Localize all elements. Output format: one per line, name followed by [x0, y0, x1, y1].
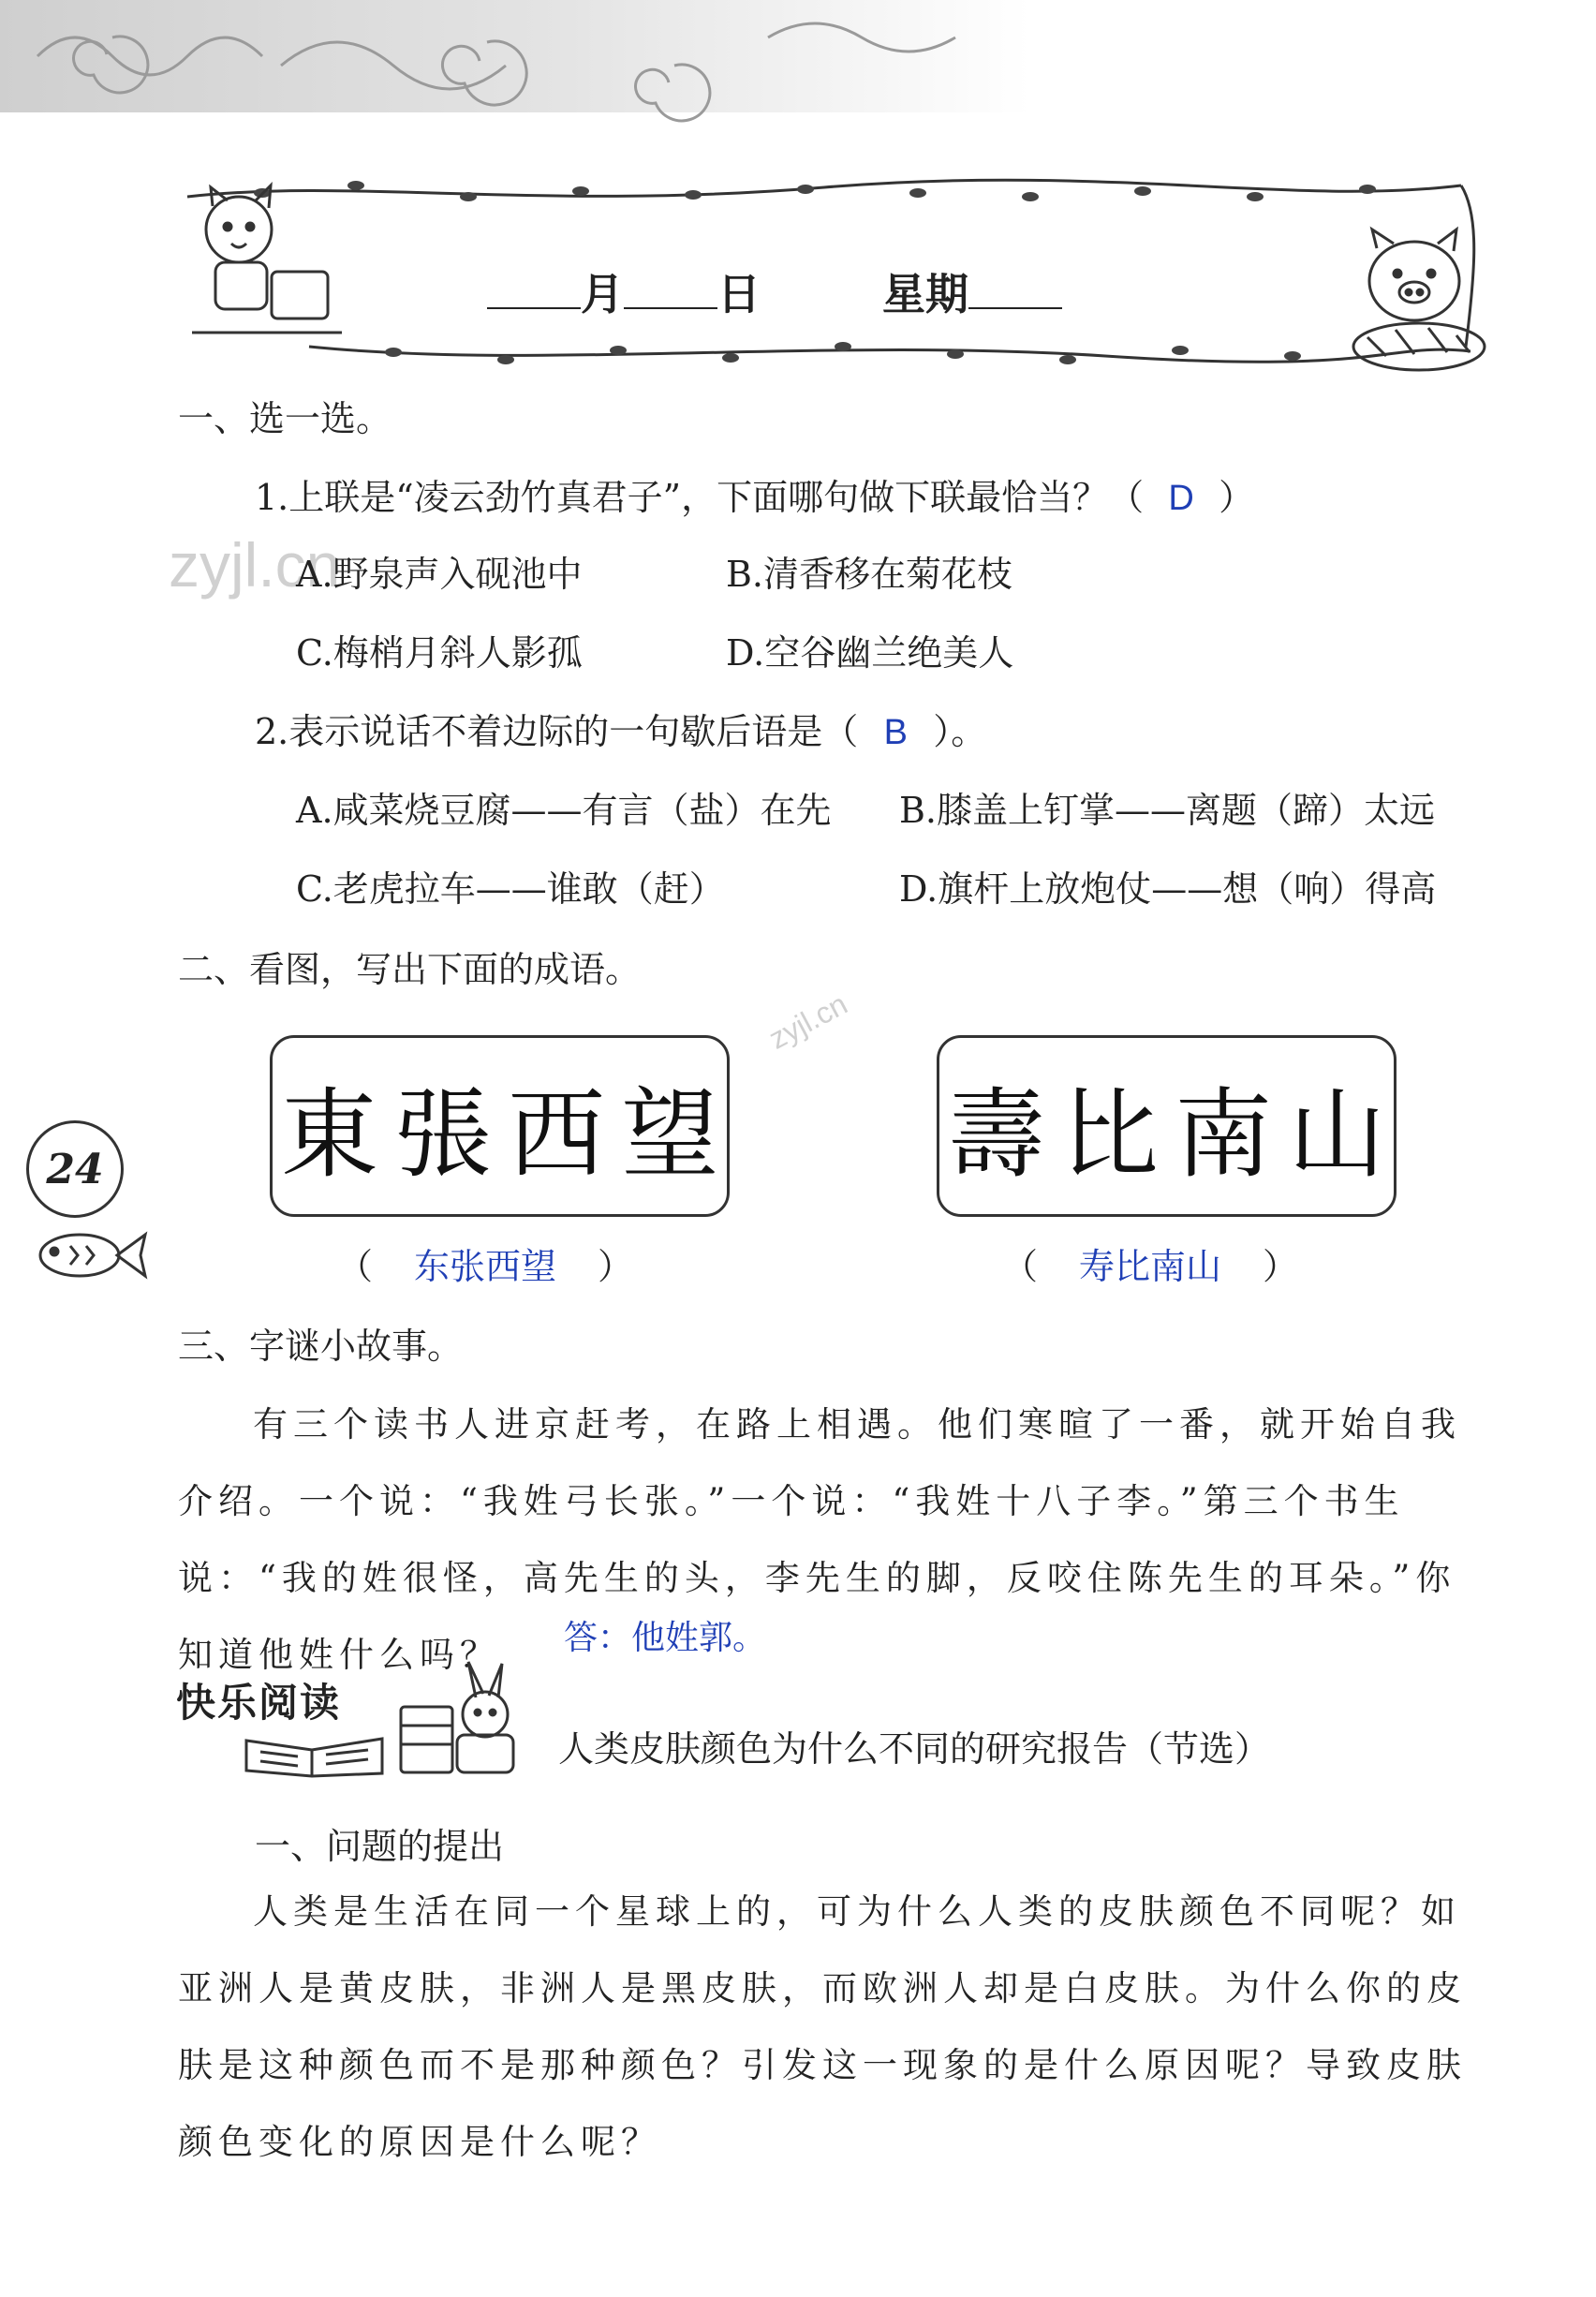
month-blank[interactable]	[487, 302, 581, 309]
page-number-badge	[26, 1120, 124, 1218]
paren-close: ）	[598, 1246, 634, 1287]
question-1-stem: 1.上联是“凌云劲竹真君子”，下面哪句做下联最恰当？（	[255, 477, 1145, 518]
date-header	[487, 260, 1062, 322]
reading-subheading: 一、问题的提出	[255, 1826, 505, 1867]
fish-icon	[28, 1218, 150, 1293]
paren-open: （	[337, 1246, 374, 1287]
seal-script-box-2	[937, 1035, 1396, 1217]
question-2-stem: 2.表示说话不着边际的一句歇后语是（	[255, 711, 859, 752]
cat-illustration	[173, 178, 351, 356]
seal-char: 比	[1060, 1077, 1159, 1192]
option-2a[interactable]: A.咸菜烧豆腐——有言（盐）在先	[296, 790, 832, 831]
section2-title: 二、看图，写出下面的成语。	[178, 949, 642, 990]
question-2-stem-end: ）。	[933, 711, 987, 752]
option-1c[interactable]: C.梅梢月斜人影孤	[296, 632, 583, 674]
seal-char: 壽	[947, 1077, 1045, 1192]
seal-char: 張	[393, 1077, 492, 1192]
option-1a[interactable]: A.野泉声入砚池中	[296, 554, 583, 595]
reading-paragraph: 人类是生活在同一个星球上的，可为什么人类的皮肤颜色不同呢？如亚洲人是黄皮肤，非洲人是黑皮肤，而欧洲人却是白皮肤。为什么你的皮肤是这种颜色而不是那种颜色？引发这一现象的是什么原因呢？导致皮肤颜色变化的原因是什么呢？	[178, 1891, 1467, 2162]
seal-script-box-1	[270, 1035, 730, 1217]
rabbit-illustration	[392, 1660, 560, 1782]
idiom-answer-1	[337, 1246, 634, 1287]
top-swirl-decoration	[0, 0, 1596, 141]
riddle-answer[interactable]: 答：他姓郭。	[564, 1618, 767, 1656]
weekday-label: 星期	[882, 269, 968, 319]
paren-open: （	[1002, 1246, 1039, 1287]
option-1d[interactable]: D.空谷幽兰绝美人	[726, 632, 1014, 674]
question-1-answer[interactable]: D	[1168, 479, 1194, 518]
option-2d[interactable]: D.旗杆上放炮仗——想（响）得高	[899, 868, 1437, 910]
question-2-answer[interactable]: B	[883, 713, 908, 752]
book-icon	[242, 1722, 392, 1778]
page-number: 24	[46, 1145, 104, 1193]
section1-title: 一、选一选。	[178, 398, 392, 439]
seal-char: 南	[1175, 1077, 1273, 1192]
idiom-answer-2-text[interactable]: 寿比南山	[1079, 1248, 1222, 1287]
idiom-answer-1-text[interactable]: 东张西望	[414, 1248, 557, 1287]
weekday-blank[interactable]	[968, 302, 1062, 309]
watermark: zyjl.cn	[763, 986, 853, 1056]
question-1-stem-end: ）	[1219, 477, 1255, 518]
seal-char: 西	[508, 1077, 606, 1192]
option-2c[interactable]: C.老虎拉车——谁敢（赶）	[296, 868, 725, 910]
day-label: 日	[717, 269, 761, 319]
watermark: zyjl.cn	[169, 530, 341, 600]
option-2b[interactable]: B.膝盖上钉掌——离题（蹄）太远	[899, 790, 1436, 831]
riddle-story: 有三个读书人进京赶考，在路上相遇。他们寒暄了一番，就开始自我介绍。一个说：“我姓弓长张。”一个说：“我姓十八子李。”第三个书生说：“我的姓很怪，高先生的头，李先生的脚，反咬住陈先生的耳朵。”你知道他姓什么吗？	[178, 1404, 1461, 1675]
day-blank[interactable]	[624, 302, 717, 309]
paren-close: ）	[1263, 1246, 1299, 1287]
question-1	[255, 477, 1255, 518]
month-label: 月	[581, 269, 624, 319]
seal-char: 東	[280, 1077, 378, 1192]
idiom-answer-2	[1002, 1246, 1299, 1287]
happy-reading-label: 快乐阅读	[176, 1680, 342, 1726]
option-1b[interactable]: B.清香移在菊花枝	[726, 554, 1013, 595]
pig-illustration	[1339, 225, 1499, 384]
section3-title: 三、字谜小故事。	[178, 1326, 464, 1367]
happy-reading-badge	[176, 1667, 569, 1780]
seal-char: 山	[1288, 1077, 1386, 1192]
seal-char: 望	[621, 1077, 719, 1192]
reading-title: 人类皮肤颜色为什么不同的研究报告（节选）	[558, 1728, 1271, 1770]
question-2	[255, 711, 987, 752]
